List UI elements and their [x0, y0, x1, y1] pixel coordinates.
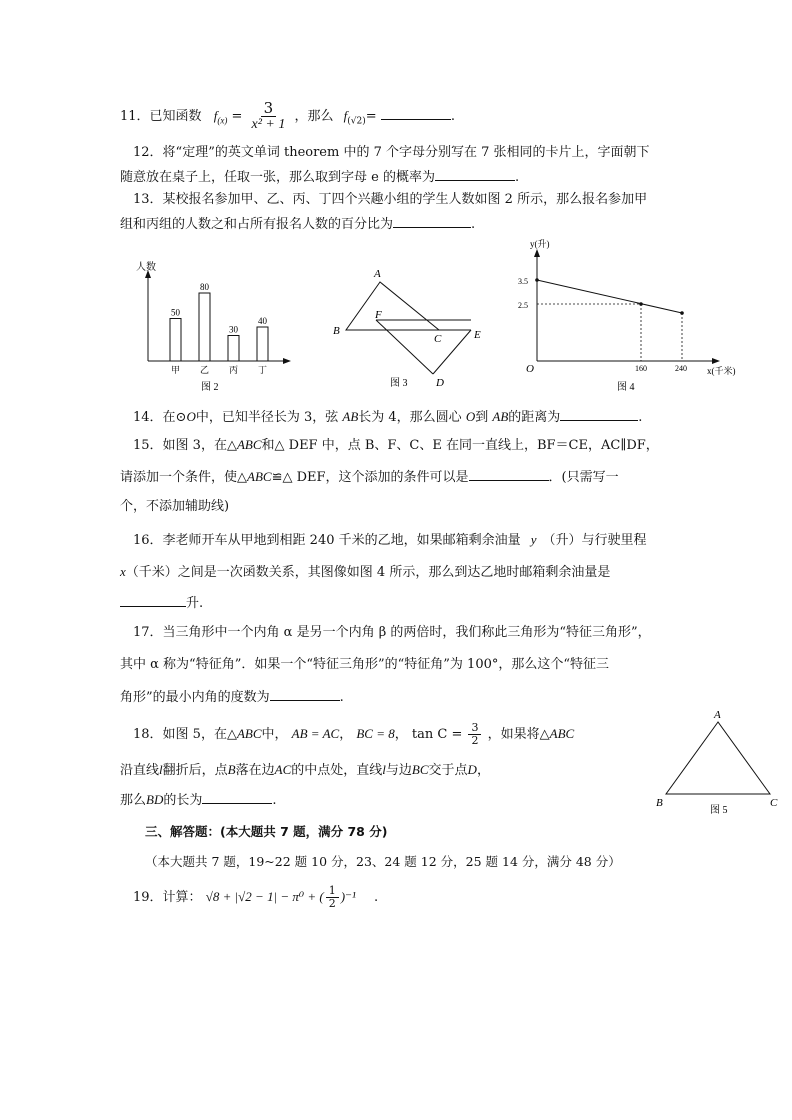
- q18-line3: [120, 789, 277, 811]
- q17-end: .: [339, 690, 344, 705]
- fig3-caption: 图 3: [390, 378, 408, 389]
- fig4-ylabel: y(升): [530, 239, 550, 249]
- q13-line2: [120, 213, 475, 235]
- fig2-value-label-1: 80: [200, 282, 209, 292]
- fig4-fuel-line: [537, 280, 682, 313]
- figure-3-triangles: [330, 262, 500, 397]
- q12-line1: 12．将“定理”的英文单词 theorem 中的 7 个字母分别写在 7 张相同的卡片上，字面朝下: [133, 145, 650, 160]
- q18-ABC2: ABC: [549, 726, 575, 741]
- fig3-label-A: A: [374, 268, 381, 280]
- q19-label: 19．计算：: [133, 890, 202, 905]
- fig3-label-F: F: [375, 309, 382, 321]
- fig4-caption: 图 4: [617, 382, 635, 393]
- q11-eq: =: [231, 109, 243, 124]
- fig2-value-label-0: 50: [171, 307, 180, 318]
- q18-l1d: ， tan C =: [394, 727, 463, 742]
- section3-title: 三、解答题：(本大题共 7 题，满分 78 分): [145, 824, 388, 839]
- q11: [120, 100, 455, 137]
- q11-f2: f: [343, 108, 348, 123]
- q18-fraction: [468, 722, 481, 747]
- q18-l3b: 的长为: [163, 793, 203, 808]
- q19-fraction: [326, 885, 339, 910]
- q15-line2c: ．(只需写一: [548, 470, 619, 485]
- q11-sub-sqrt2: (√2): [347, 116, 366, 127]
- q14-end: .: [638, 410, 643, 425]
- q14-t5: 的距离为: [508, 410, 561, 425]
- q18-l: l: [159, 762, 163, 777]
- q15-line1b: 和△ DEF 中，点 B、F、C、E 在同一直线上，BF＝CE，AC∥DF，: [261, 438, 659, 453]
- q11-eq2: =: [365, 109, 377, 124]
- fig2-category-label-0: 甲: [170, 365, 181, 375]
- q18-l1e: ，如果将△: [487, 727, 550, 742]
- q11-end: .: [450, 109, 455, 124]
- q15-line1: [133, 435, 659, 456]
- q18-BC: BC: [411, 762, 429, 777]
- q12-line2-text: 随意放在桌子上，任取一张，那么取到字母 e 的概率为: [120, 170, 435, 185]
- q17-answer-blank[interactable]: [270, 686, 340, 701]
- q16-line3: [120, 592, 203, 614]
- q17-line1: 17．当三角形中一个内角 α 是另一个内角 β 的两倍时，我们称此三角形为“特征三角形”，: [133, 625, 651, 640]
- q15-ABC: ABC: [236, 437, 262, 452]
- q18-l2b: 翻折后，点: [162, 763, 228, 778]
- figure-2-bar-chart: [128, 255, 303, 395]
- q18-l3a: 那么: [120, 793, 147, 808]
- fig3-label-B: B: [333, 325, 340, 337]
- fig2-bar-1: [199, 293, 210, 361]
- q15-line2b: ≌△ DEF，这个添加的条件可以是: [271, 470, 469, 485]
- q11-frac-num: 3: [261, 100, 277, 117]
- fig3-label-E: E: [474, 329, 481, 341]
- q11-number: 11．: [120, 109, 150, 124]
- q15-line2: [120, 466, 619, 488]
- q14-t4: 到: [475, 410, 489, 425]
- q18-answer-blank[interactable]: [202, 789, 272, 804]
- q18-line2: [120, 760, 490, 781]
- q18-AC: AC: [274, 762, 292, 777]
- q18-l2d: 的中点处，直线: [291, 763, 383, 778]
- q11-text: 已知函数: [149, 109, 202, 124]
- fig2-bar-0: [170, 319, 181, 362]
- fig2-ylabel: 人数: [136, 262, 156, 273]
- fig5-label-A: A: [714, 709, 721, 721]
- q14: [133, 406, 642, 428]
- fig2-bar-2: [228, 336, 239, 362]
- q16-line1b: （升）与行驶里程: [542, 533, 647, 548]
- q18-l2a: 沿直线: [120, 763, 160, 778]
- q16-answer-blank[interactable]: [120, 592, 186, 607]
- q18-end: .: [272, 793, 277, 808]
- q17-line3: [120, 686, 344, 708]
- q15-line3: 个，不添加辅助线): [120, 499, 230, 514]
- q14-t3: 长为 4，那么圆心: [358, 410, 462, 425]
- q18-l1c: ，: [339, 727, 353, 742]
- section3-note: （本大题共 7 题，19~22 题 10 分，23、24 题 12 分，25 题 14 分，满分 48 分）: [145, 854, 621, 869]
- fig2-category-label-2: 丙: [228, 365, 239, 375]
- q18-frac-num: 3: [468, 722, 481, 735]
- fig4-xtick-160: 160: [635, 364, 647, 373]
- fig4-point-160: [639, 302, 643, 306]
- q11-sub-x: (x): [217, 115, 228, 126]
- fig4-xlabel: x(千米): [707, 366, 736, 376]
- q11-fraction: [249, 100, 289, 133]
- fig5-caption: 图 5: [710, 805, 728, 816]
- q17-line2: 其中 α 称为“特征角”．如果一个“特征三角形”的“特征角”为 100°，那么这个“特征三: [120, 657, 610, 672]
- fig2-value-label-2: 30: [229, 324, 238, 335]
- fig2-category-label-1: 乙: [199, 365, 210, 375]
- q18-l1b: 中，: [261, 727, 288, 742]
- q18-l2g: ，: [476, 763, 490, 778]
- q14-O2: O: [465, 409, 476, 424]
- q13-line1: 13．某校报名参加甲、乙、丙、丁四个兴趣小组的学生人数如图 2 所示，那么报名参加甲: [133, 192, 648, 207]
- q18-BD: BD: [146, 792, 164, 807]
- figure-4-line-graph: [510, 238, 750, 396]
- fig3-label-C: C: [434, 333, 442, 345]
- q19-frac-den: 2: [328, 897, 336, 910]
- q16-x: x: [120, 564, 126, 579]
- q14-t2: 中，已知半径长为 3，弦: [195, 410, 339, 425]
- q14-answer-blank[interactable]: [560, 406, 638, 421]
- fig4-ytick-2.5: 2.5: [518, 301, 528, 310]
- q15-line1a: 15．如图 3，在△: [133, 438, 237, 453]
- q18-ABC: ABC: [236, 726, 262, 741]
- q14-AB: AB: [342, 409, 359, 424]
- q16-line1: [133, 530, 647, 551]
- q12-answer-blank[interactable]: [435, 166, 515, 181]
- q14-O: O: [186, 409, 196, 424]
- fig3-label-D: D: [436, 377, 444, 389]
- q14-number: 14．: [133, 410, 163, 425]
- q11-f: f: [213, 108, 218, 123]
- q14-AB2: AB: [492, 409, 509, 424]
- q19-expr-a: √8 + |√2 − 1| − π⁰ + (: [205, 889, 324, 904]
- fig4-point-start: [535, 278, 539, 282]
- q18-l2c: 落在边: [235, 763, 275, 778]
- q18-eq1: AB = AC: [291, 726, 340, 741]
- fig5-label-C: C: [770, 797, 778, 809]
- fig2-value-label-3: 40: [258, 316, 267, 326]
- q16-line2: [120, 562, 610, 583]
- q19-end: .: [373, 890, 379, 905]
- q19: [133, 882, 378, 913]
- q13-answer-blank[interactable]: [393, 213, 471, 228]
- q18-line1: [133, 720, 574, 749]
- q15-answer-blank[interactable]: [469, 466, 549, 481]
- q16-line1a: 16．李老师开车从甲地到相距 240 千米的乙地，如果邮箱剩余油量: [133, 533, 521, 548]
- q18-eq2: BC = 8: [356, 726, 395, 741]
- q18-l2e: 与边: [385, 763, 412, 778]
- q18-l2f: 交于点: [428, 763, 468, 778]
- fig2-caption: 图 2: [201, 382, 219, 393]
- q13-end: .: [471, 217, 476, 232]
- q15-ABC2: ABC: [247, 469, 272, 484]
- figure-5-triangle: [648, 706, 788, 816]
- q14-t1: 在⊙: [162, 410, 187, 425]
- q19-expr-b: )⁻¹: [340, 889, 356, 904]
- q16-y: y: [530, 532, 537, 547]
- q11-frac-den: x² + 1: [251, 117, 286, 132]
- fig4-point-240: [680, 311, 684, 315]
- q15-line2a: 请添加一个条件，使△: [120, 470, 247, 485]
- q18-B: B: [227, 762, 236, 777]
- fig5-label-B: B: [656, 797, 663, 809]
- q18-D: D: [467, 762, 477, 777]
- q16-line3-text: 升.: [186, 596, 204, 611]
- q18-l1a: 18．如图 5，在△: [133, 727, 237, 742]
- fig4-xtick-240: 240: [675, 364, 687, 373]
- fig4-ytick-3.5: 3.5: [518, 277, 528, 286]
- fig4-origin: O: [526, 363, 534, 375]
- q11-text2: ，那么: [294, 109, 334, 124]
- q12-end: .: [514, 170, 520, 185]
- q18-l-2: l: [382, 762, 386, 777]
- q12-line2: [120, 166, 519, 188]
- q18-frac-den: 2: [471, 734, 479, 747]
- fig2-category-label-3: 丁: [257, 365, 268, 375]
- fig2-bar-3: [257, 327, 268, 361]
- q17-line3-text: 角形”的最小内角的度数为: [120, 690, 270, 705]
- q19-frac-num: 1: [326, 885, 339, 898]
- q16-line2-text: （千米）之间是一次函数关系，其图像如图 4 所示，那么到达乙地时邮箱剩余油量是: [125, 565, 611, 580]
- q13-line2-text: 组和丙组的人数之和占所有报名人数的百分比为: [120, 217, 394, 232]
- q11-answer-blank[interactable]: [381, 105, 451, 120]
